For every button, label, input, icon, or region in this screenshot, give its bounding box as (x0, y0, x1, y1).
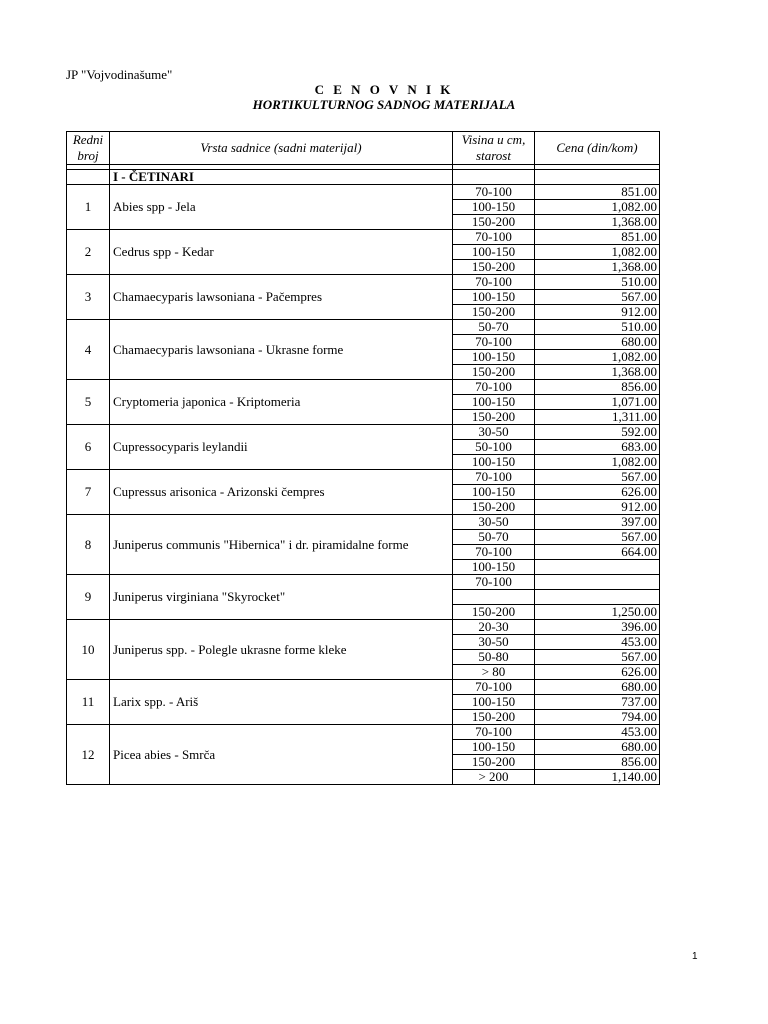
item-number: 11 (67, 680, 110, 725)
height-cell: 100-150 (453, 455, 535, 470)
height-cell: 70-100 (453, 185, 535, 200)
price-cell: 626.00 (535, 665, 660, 680)
price-cell: 1,368.00 (535, 260, 660, 275)
header-visina: Visina u cm, starost (453, 132, 535, 165)
price-cell: 1,368.00 (535, 215, 660, 230)
height-cell: 150-200 (453, 215, 535, 230)
height-cell: 150-200 (453, 410, 535, 425)
height-cell: 30-50 (453, 515, 535, 530)
price-cell: 683.00 (535, 440, 660, 455)
price-cell: 737.00 (535, 695, 660, 710)
height-cell: 100-150 (453, 485, 535, 500)
price-cell: 1,082.00 (535, 200, 660, 215)
price-cell: 1,311.00 (535, 410, 660, 425)
table-row (67, 425, 660, 440)
item-number: 9 (67, 575, 110, 620)
height-cell: 100-150 (453, 290, 535, 305)
price-cell: 1,082.00 (535, 350, 660, 365)
item-species-name: Cupressocyparis leylandii (110, 425, 453, 470)
table-row (67, 185, 660, 200)
price-cell (535, 560, 660, 575)
height-cell: 20-30 (453, 620, 535, 635)
item-species-name: Picea abies - Smrča (110, 725, 453, 785)
item-number: 5 (67, 380, 110, 425)
header-vrsta-sadnice: Vrsta sadnice (sadni materijal) (110, 132, 453, 165)
price-cell (535, 590, 660, 605)
page-number: 1 (692, 951, 698, 962)
price-cell: 567.00 (535, 530, 660, 545)
table-row (67, 470, 660, 485)
document-subtitle: HORTIKULTURNOG SADNOG MATERIJALA (252, 97, 516, 112)
document-title: C E N O V N I K (314, 82, 454, 97)
price-cell: 510.00 (535, 275, 660, 290)
item-species-name: Juniperus virginiana "Skyrocket" (110, 575, 453, 620)
height-cell: 100-150 (453, 560, 535, 575)
height-cell: 30-50 (453, 635, 535, 650)
item-species-name: Juniperus communis "Hibernica" i dr. piramidalne forme (110, 515, 453, 575)
item-number: 3 (67, 275, 110, 320)
item-number: 6 (67, 425, 110, 470)
item-species-name: Cedrus spp - Kedar (110, 230, 453, 275)
price-cell: 567.00 (535, 650, 660, 665)
height-cell: 70-100 (453, 680, 535, 695)
height-cell: 70-100 (453, 575, 535, 590)
price-cell: 794.00 (535, 710, 660, 725)
item-species-name: Juniperus spp. - Polegle ukrasne forme kleke (110, 620, 453, 680)
table-row (67, 380, 660, 395)
height-cell: 150-200 (453, 710, 535, 725)
height-cell: > 200 (453, 770, 535, 785)
height-cell: 70-100 (453, 230, 535, 245)
height-cell: 70-100 (453, 725, 535, 740)
table-row (67, 275, 660, 290)
height-cell: 150-200 (453, 605, 535, 620)
price-cell: 912.00 (535, 500, 660, 515)
height-cell (453, 590, 535, 605)
height-cell: 100-150 (453, 740, 535, 755)
price-cell: 680.00 (535, 335, 660, 350)
height-cell: 70-100 (453, 275, 535, 290)
header-cena: Cena (din/kom) (535, 132, 660, 165)
item-number: 8 (67, 515, 110, 575)
price-cell: 397.00 (535, 515, 660, 530)
price-cell: 1,250.00 (535, 605, 660, 620)
price-cell: 680.00 (535, 680, 660, 695)
item-species-name: Chamaecyparis lawsoniana - Pačempres (110, 275, 453, 320)
height-cell: 100-150 (453, 245, 535, 260)
price-table (66, 131, 660, 785)
item-number: 7 (67, 470, 110, 515)
section-row (67, 170, 660, 185)
height-cell: 150-200 (453, 365, 535, 380)
height-cell: 70-100 (453, 470, 535, 485)
table-row (67, 575, 660, 590)
price-cell: 912.00 (535, 305, 660, 320)
price-cell: 680.00 (535, 740, 660, 755)
item-species-name: Cupressus arisonica - Arizonski čempres (110, 470, 453, 515)
price-cell: 856.00 (535, 755, 660, 770)
item-species-name: Chamaecyparis lawsoniana - Ukrasne forme (110, 320, 453, 380)
height-cell: 150-200 (453, 500, 535, 515)
price-cell (535, 575, 660, 590)
item-number: 2 (67, 230, 110, 275)
price-cell: 1,368.00 (535, 365, 660, 380)
height-cell: 150-200 (453, 260, 535, 275)
item-species-name: Cryptomeria japonica - Kriptomeria (110, 380, 453, 425)
item-species-name: Larix spp. - Ariš (110, 680, 453, 725)
price-cell: 567.00 (535, 290, 660, 305)
height-cell: 100-150 (453, 395, 535, 410)
height-cell: 30-50 (453, 425, 535, 440)
price-cell: 1,082.00 (535, 245, 660, 260)
price-cell: 1,071.00 (535, 395, 660, 410)
price-cell: 626.00 (535, 485, 660, 500)
price-cell: 567.00 (535, 470, 660, 485)
height-cell: 50-80 (453, 650, 535, 665)
height-cell: 100-150 (453, 350, 535, 365)
height-cell: 50-70 (453, 320, 535, 335)
price-cell: 510.00 (535, 320, 660, 335)
height-cell: 100-150 (453, 200, 535, 215)
height-cell: 50-100 (453, 440, 535, 455)
price-cell: 851.00 (535, 230, 660, 245)
item-species-name: Abies spp - Jela (110, 185, 453, 230)
price-cell: 1,082.00 (535, 455, 660, 470)
height-cell: 70-100 (453, 335, 535, 350)
height-cell: > 80 (453, 665, 535, 680)
price-cell: 856.00 (535, 380, 660, 395)
price-cell: 1,140.00 (535, 770, 660, 785)
table-row (67, 515, 660, 530)
item-number: 12 (67, 725, 110, 785)
height-cell: 150-200 (453, 305, 535, 320)
table-row (67, 230, 660, 245)
table-row (67, 620, 660, 635)
height-cell: 100-150 (453, 695, 535, 710)
price-cell: 453.00 (535, 725, 660, 740)
price-cell: 851.00 (535, 185, 660, 200)
item-number: 4 (67, 320, 110, 380)
price-cell: 592.00 (535, 425, 660, 440)
header-redni-broj: Redni broj (67, 132, 110, 165)
height-cell: 150-200 (453, 755, 535, 770)
item-number: 10 (67, 620, 110, 680)
item-number: 1 (67, 185, 110, 230)
price-cell: 664.00 (535, 545, 660, 560)
section-title: I - ČETINARI (110, 170, 453, 185)
price-cell: 396.00 (535, 620, 660, 635)
height-cell: 70-100 (453, 380, 535, 395)
height-cell: 70-100 (453, 545, 535, 560)
table-row (67, 725, 660, 740)
table-row (67, 680, 660, 695)
table-row (67, 320, 660, 335)
company-name: JP "Vojvodinašume" (66, 67, 173, 82)
price-cell: 453.00 (535, 635, 660, 650)
height-cell: 50-70 (453, 530, 535, 545)
